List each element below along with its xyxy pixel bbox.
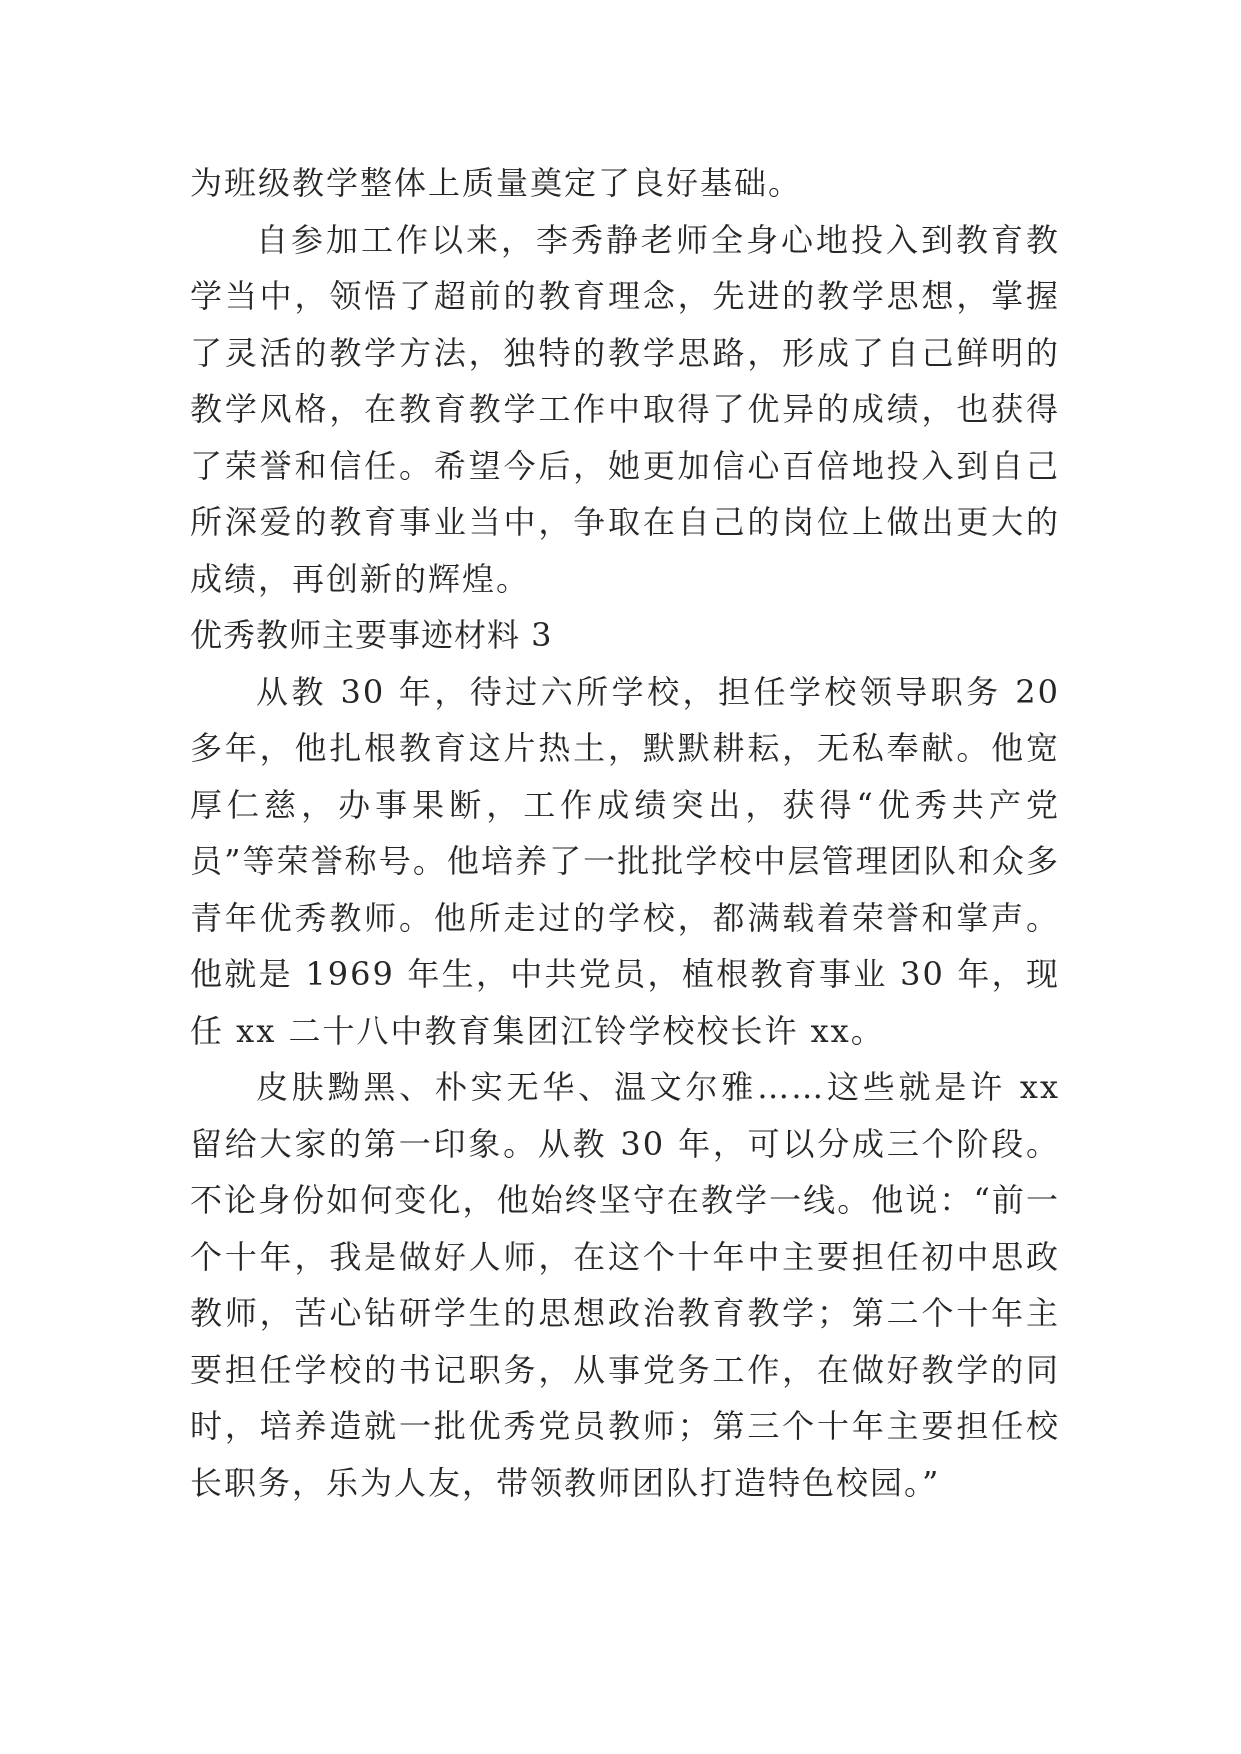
- paragraph-li-xiujing: 自参加工作以来，李秀静老师全身心地投入到教育教学当中，领悟了超前的教育理念，先进的教学思想，掌握了灵活的教学方法，独特的教学思路，形成了自己鲜明的教学风格，在教育教学工作中取得了优异的成绩，也获得了荣誉和信任。希望今后，她更加信心百倍地投入到自己所深爱的教育事业当中，争取在自己的岗位上做出更大的成绩，再创新的辉煌。: [190, 220, 1060, 598]
- paragraph-xu-three-stages: 皮肤黝黑、朴实无华、温文尔雅……这些就是许 xx 留给大家的第一印象。从教 30 年，可以分成三个阶段。不论身份如何变化，他始终坚守在教学一线。他说：“前一个十年，我是做好人师，在这个十年中主要担任初中思政教师，苦心钻研学生的思想政治教育教学；第二个十年主要担任学校的书记职务，从事党务工作，在做好教学的同时，培养造就一批优秀党员教师；第三个十年主要担任校长职务，乐为人友，带领教师团队打造特色校园。”: [190, 1068, 1060, 1502]
- document-body: [190, 155, 1060, 1511]
- section-heading: 优秀教师主要事迹材料 3: [190, 616, 553, 654]
- paragraph-continuation: 为班级教学整体上质量奠定了良好基础。: [190, 164, 803, 202]
- paragraph-xu-intro: 从教 30 年，待过六所学校，担任学校领导职务 20 多年，他扎根教育这片热土，默默耕耘，无私奉献。他宽厚仁慈，办事果断，工作成绩突出，获得“优秀共产党员”等荣誉称号。他培养了一批批学校中层管理团队和众多青年优秀教师。他所走过的学校，都满载着荣誉和掌声。他就是 1969 年生，中共党员，植根教育事业 30 年，现任 xx 二十八中教育集团江铃学校校长许 xx。: [190, 672, 1060, 1050]
